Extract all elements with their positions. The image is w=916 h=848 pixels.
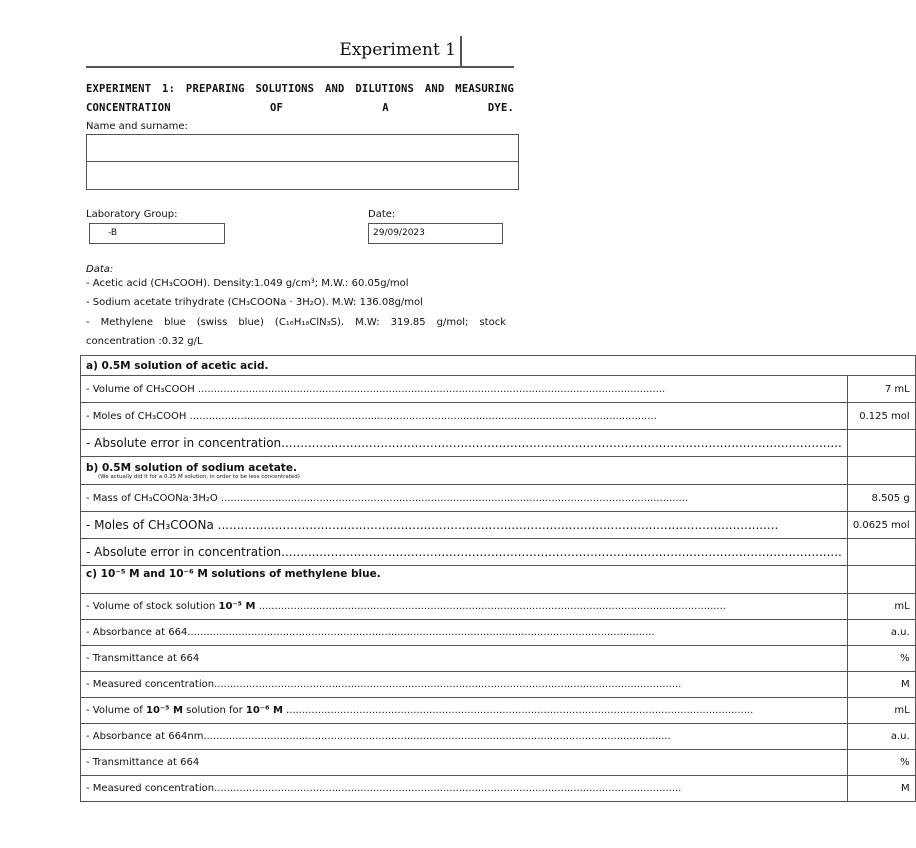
table-row [81,776,916,802]
row-value[interactable] [847,430,915,457]
section-c-title: c) 10⁻⁵ M and 10⁻⁶ M solutions of methylene blue. [81,566,848,594]
row-value[interactable]: mL [847,698,915,724]
data-line: - Acetic acid (CH₃COOH). Density:1.049 g/cm³; M.W.: 60.05g/mol [86,278,409,289]
document-title: EXPERIMENT 1: PREPARING SOLUTIONS AND DILUTIONS AND MEASURING CONCENTRATION OF A DYE. [86,83,514,114]
date-value: 29/09/2023 [373,228,425,238]
row-label: - Volume of CH₃COOH ..... [81,376,848,403]
row-label: - Moles of CH₃COOH ..... [81,403,848,430]
table-row [81,485,916,512]
row-label: - Transmittance at 664 [81,750,848,776]
group-value: -B [108,228,118,238]
row-label: - Transmittance at 664 [81,646,848,672]
table-row [81,539,916,566]
row-value[interactable]: % [847,750,915,776]
results-table [80,355,916,802]
section-row [81,457,916,485]
page-header [86,36,514,68]
row-label: - Volume of 10⁻⁵ M solution for 10⁻⁶ M ..... [81,698,848,724]
name-field-divider [87,161,518,162]
table-row [81,403,916,430]
name-label: Name and surname: [86,121,188,132]
row-value[interactable]: 7 mL [847,376,915,403]
row-label: - Mass of CH₃COONa·3H₂O ..... [81,485,848,512]
row-label: - Volume of stock solution 10⁻⁵ M ..... [81,594,848,620]
table-row [81,672,916,698]
table-row [81,430,916,457]
row-value [847,566,915,594]
row-value[interactable]: a.u. [847,724,915,750]
group-field[interactable] [89,223,225,244]
row-value[interactable]: M [847,672,915,698]
table-row [81,376,916,403]
section-row [81,356,916,376]
row-value[interactable]: 0.0625 mol [847,512,915,539]
header-title: Experiment 1 [339,40,456,60]
data-line: concentration :0.32 g/L [86,336,203,347]
header-divider [460,36,462,66]
date-label: Date: [368,209,396,220]
row-label: - Absolute error in concentration ..... [81,430,848,457]
row-label: - Measured concentration ..... [81,776,848,802]
table-row [81,620,916,646]
table-row [81,698,916,724]
row-value[interactable]: 0.125 mol [847,403,915,430]
section-row [81,566,916,594]
data-line: - Sodium acetate trihydrate (CH₃COONa · 3H₂O). M.W: 136.08g/mol [86,297,423,308]
row-value[interactable]: % [847,646,915,672]
group-label: Laboratory Group: [86,209,178,220]
table-row [81,594,916,620]
data-line: - Methylene blue (swiss blue) (C₁₆H₁₈ClN₃S). M.W: 319.85 g/mol; stock [86,317,506,328]
row-value[interactable] [847,539,915,566]
row-value [847,457,915,485]
section-a-title: a) 0.5M solution of acetic acid. [81,356,916,376]
section-b-title: b) 0.5M solution of sodium acetate. (We actually did it for a 0.25 M solution, in order to be less concentrated) [81,457,848,485]
row-label: - Measured concentration ..... [81,672,848,698]
row-value[interactable]: a.u. [847,620,915,646]
row-value[interactable]: M [847,776,915,802]
table-row [81,512,916,539]
row-label: - Moles of CH₃COONa ..... [81,512,848,539]
row-value[interactable]: mL [847,594,915,620]
data-heading: Data: [86,264,114,275]
row-value[interactable]: 8.505 g [847,485,915,512]
table-row [81,750,916,776]
table-row [81,724,916,750]
date-field[interactable] [368,223,503,244]
section-b-note: (We actually did it for a 0.25 M solution, in order to be less concentrated) [98,473,300,480]
table-row [81,646,916,672]
row-label: - Absorbance at 664 ..... [81,620,848,646]
name-field[interactable] [86,134,519,190]
row-label: - Absorbance at 664nm ..... [81,724,848,750]
row-label: - Absolute error in concentration ..... [81,539,848,566]
